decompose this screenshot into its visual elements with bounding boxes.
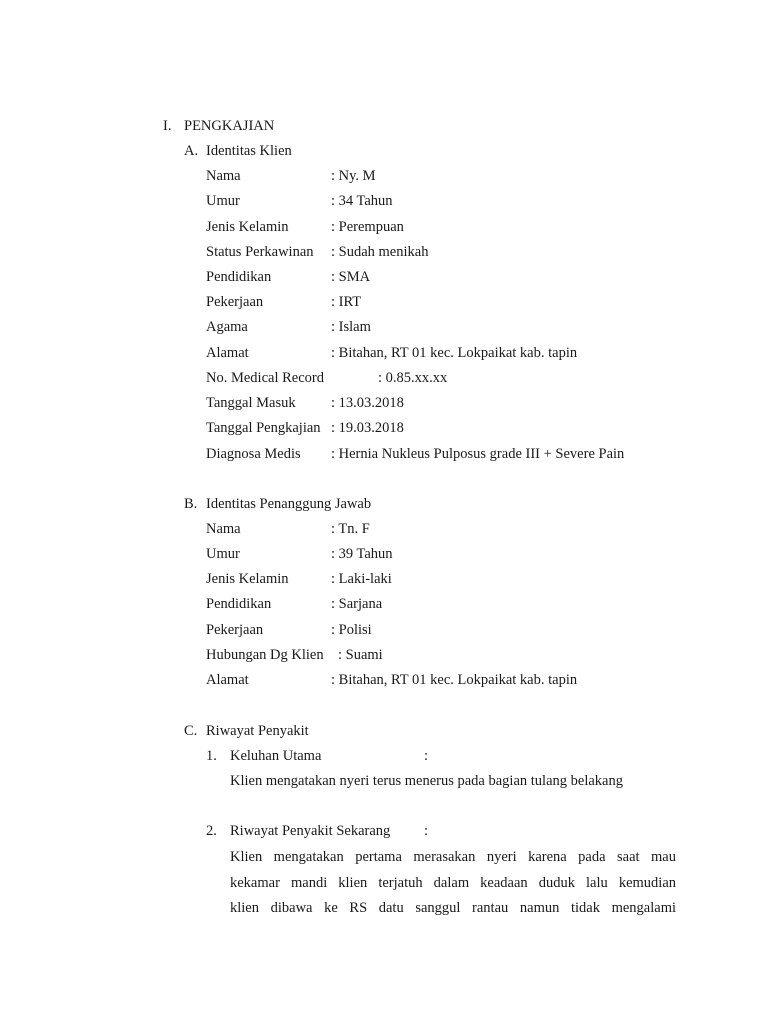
field-value: : Suami: [338, 647, 383, 663]
field-value: : Polisi: [331, 622, 372, 638]
subsection-c-title: Riwayat Penyakit: [206, 723, 309, 739]
item-1-text: Klien mengatakan nyeri terus menerus pada bagian tulang belakang: [230, 773, 623, 789]
field-label: Hubungan Dg Klien: [206, 647, 324, 663]
field-value: : 19.03.2018: [331, 420, 404, 436]
field-label: Jenis Kelamin: [206, 571, 289, 587]
field-label: Alamat: [206, 345, 249, 361]
field-value: : Hernia Nukleus Pulposus grade III + Severe Pain: [331, 446, 625, 462]
paragraph-line: kekamar mandi klien terjatuh dalam keadaan duduk lalu kemudian: [230, 874, 676, 891]
field-label: Status Perkawinan: [206, 244, 314, 260]
item-2-paragraph: [230, 845, 676, 922]
field-value: : 34 Tahun: [331, 193, 393, 209]
field-label: Pekerjaan: [206, 622, 264, 638]
item-1-title: Keluhan Utama: [230, 748, 322, 764]
field-label: Nama: [206, 168, 241, 184]
subsection-b-letter: B.: [184, 496, 198, 512]
field-label: Jenis Kelamin: [206, 219, 289, 235]
field-label: Tanggal Masuk: [206, 395, 296, 411]
item-1-number: 1.: [206, 748, 217, 764]
field-label: Agama: [206, 319, 248, 335]
paragraph-line: Klien mengatakan pertama merasakan nyeri karena pada saat mau: [230, 849, 676, 865]
field-value: : Ny. M: [331, 168, 376, 184]
field-value: : 13.03.2018: [331, 395, 404, 411]
field-value: : SMA: [331, 269, 371, 285]
field-value: : 0.85.xx.xx: [378, 370, 448, 386]
item-2-colon: :: [424, 823, 429, 839]
field-value: : Tn. F: [331, 521, 370, 537]
field-label: Pendidikan: [206, 596, 272, 612]
item-2-number: 2.: [206, 823, 217, 839]
field-value: : 39 Tahun: [331, 546, 393, 562]
field-label: Alamat: [206, 672, 249, 688]
field-label: Diagnosa Medis: [206, 446, 301, 462]
field-value: : Sudah menikah: [331, 244, 429, 260]
subsection-c-letter: C.: [184, 723, 198, 739]
field-label: Nama: [206, 521, 241, 537]
section-number: I.: [163, 118, 172, 134]
field-value: : Sarjana: [331, 596, 383, 612]
field-label: Umur: [206, 546, 240, 562]
paragraph-line: klien dibawa ke RS datu sanggul rantau namun tidak mengalami: [230, 900, 676, 916]
section-title: PENGKAJIAN: [184, 118, 275, 134]
field-label: Pekerjaan: [206, 294, 264, 310]
field-value: : Bitahan, RT 01 kec. Lokpaikat kab. tapin: [331, 345, 578, 361]
subsection-a-title: Identitas Klien: [206, 143, 292, 159]
field-label: Tanggal Pengkajian: [206, 420, 321, 436]
item-1-colon: :: [424, 748, 429, 764]
field-value: : Laki-laki: [331, 571, 392, 587]
field-label: No. Medical Record: [206, 370, 324, 386]
subsection-b-title: Identitas Penanggung Jawab: [206, 496, 372, 512]
field-label: Umur: [206, 193, 240, 209]
field-value: : Perempuan: [331, 219, 404, 235]
item-2-title: Riwayat Penyakit Sekarang: [230, 823, 391, 839]
field-value: : Bitahan, RT 01 kec. Lokpaikat kab. tapin: [331, 672, 578, 688]
field-label: Pendidikan: [206, 269, 272, 285]
subsection-a-letter: A.: [184, 143, 199, 159]
field-value: : IRT: [331, 294, 362, 310]
field-value: : Islam: [331, 319, 371, 335]
